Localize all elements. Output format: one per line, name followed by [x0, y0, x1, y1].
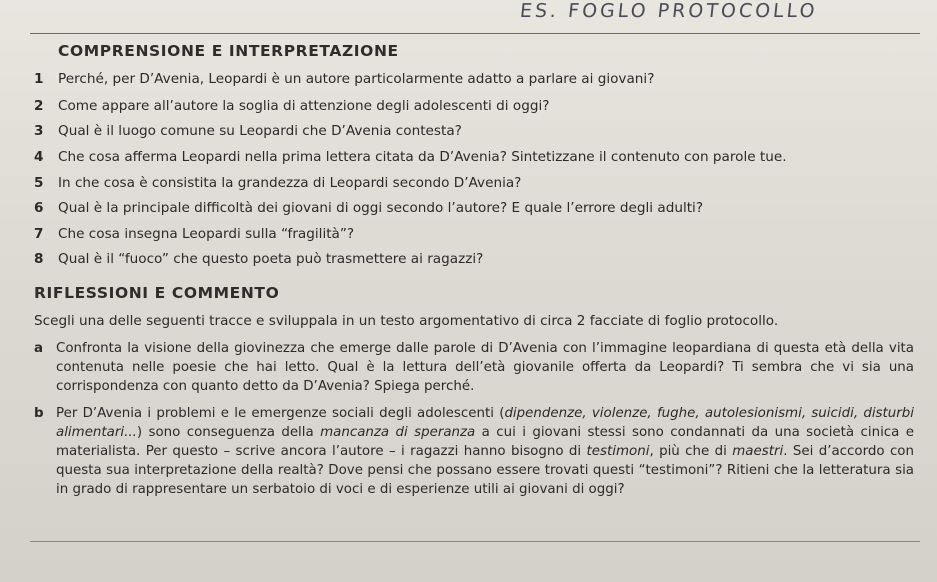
text-run: . Sei d’accordo con questa sua interpretazione della realtà? Dove pensi che possano essere trovati questi “testimoni”? Ritieni che la letteratura sia in grado di rappresentare un serbatoio di voci e di esperienze utili ai giovani di oggi? [56, 444, 914, 497]
question-text: In che cosa è consistita la grandezza di Leopardi secondo D’Avenia? [58, 175, 522, 191]
text-run: a cui i giovani stessi sono condannati da una società cinica e materialista. Per questo – scrive ancora l’autore – i ragazzi hanno bisogno di [56, 425, 914, 459]
text-run-italic: dipendenze, violenze, fughe, autolesionismi, suicidi, disturbi alimentari... [56, 406, 914, 440]
question-text: Qual è il luogo comune su Leopardi che D’Avenia contesta? [58, 123, 462, 139]
question-text: Qual è il “fuoco” che questo poeta può trasmettere ai ragazzi? [58, 251, 484, 267]
question-2 [34, 98, 549, 115]
trace-a [34, 339, 914, 396]
question-8 [34, 251, 483, 268]
trace-text [56, 404, 914, 499]
question-number: 2 [34, 98, 44, 114]
question-number: 5 [34, 175, 44, 191]
text-run: , più che di [649, 444, 733, 459]
section-title-reflections: RIFLESSIONI E COMMENTO [34, 284, 280, 302]
text-run: Per D’Avenia i problemi e le emergenze sociali degli adolescenti ( [56, 406, 505, 421]
question-text: Che cosa afferma Leopardi nella prima lettera citata da D’Avenia? Sintetizzane il contenuto con parole tue. [58, 149, 787, 165]
text-run: ) sono conseguenza della [136, 425, 321, 440]
question-number: 4 [34, 149, 44, 165]
text-run-italic: mancanza di speranza [320, 425, 476, 440]
text-run-italic: testimoni [586, 444, 650, 459]
trace-b [34, 404, 914, 499]
trace-text: Confronta la visione della giovinezza che emerge dalle parole di D’Avenia con l’immagine leopardiana di questa età della vita contenuta nelle poesie che hai letto. Qual è la lettura dell’età giovanile offerta da Leopardi? Ti sembra che vi sia una corrispondenza con quanto detto da D’Avenia? Spiega perché. [56, 341, 914, 394]
question-1 [34, 71, 654, 88]
question-4 [34, 149, 787, 166]
trace-letter: b [34, 406, 44, 421]
question-text: Perché, per D’Avenia, Leopardi è un autore particolarmente adatto a parlare ai giovani? [58, 71, 655, 87]
question-6 [34, 200, 703, 217]
instructions: Scegli una delle seguenti tracce e sviluppala in un testo argomentativo di circa 2 facciate di foglio protocollo. [34, 313, 779, 329]
section-title-comprehension: COMPRENSIONE E INTERPRETAZIONE [58, 42, 399, 60]
text-run-italic: maestri [732, 444, 784, 459]
top-rule [30, 33, 920, 34]
question-number: 1 [34, 71, 44, 87]
handwritten-note: ES. FOGLO PROTOCOLLO [518, 0, 819, 22]
question-5 [34, 175, 521, 192]
trace-letter: a [34, 341, 44, 356]
question-text: Come appare all’autore la soglia di attenzione degli adolescenti di oggi? [58, 98, 550, 114]
bottom-rule [30, 541, 920, 542]
question-number: 6 [34, 200, 44, 216]
question-3 [34, 123, 462, 140]
question-text: Che cosa insegna Leopardi sulla “fragilità”? [58, 226, 355, 242]
question-number: 7 [34, 226, 44, 242]
question-number: 8 [34, 251, 44, 267]
question-text: Qual è la principale difficoltà dei giovani di oggi secondo l’autore? E quale l’errore degli adulti? [58, 200, 704, 216]
question-number: 3 [34, 123, 44, 139]
question-7 [34, 226, 354, 243]
